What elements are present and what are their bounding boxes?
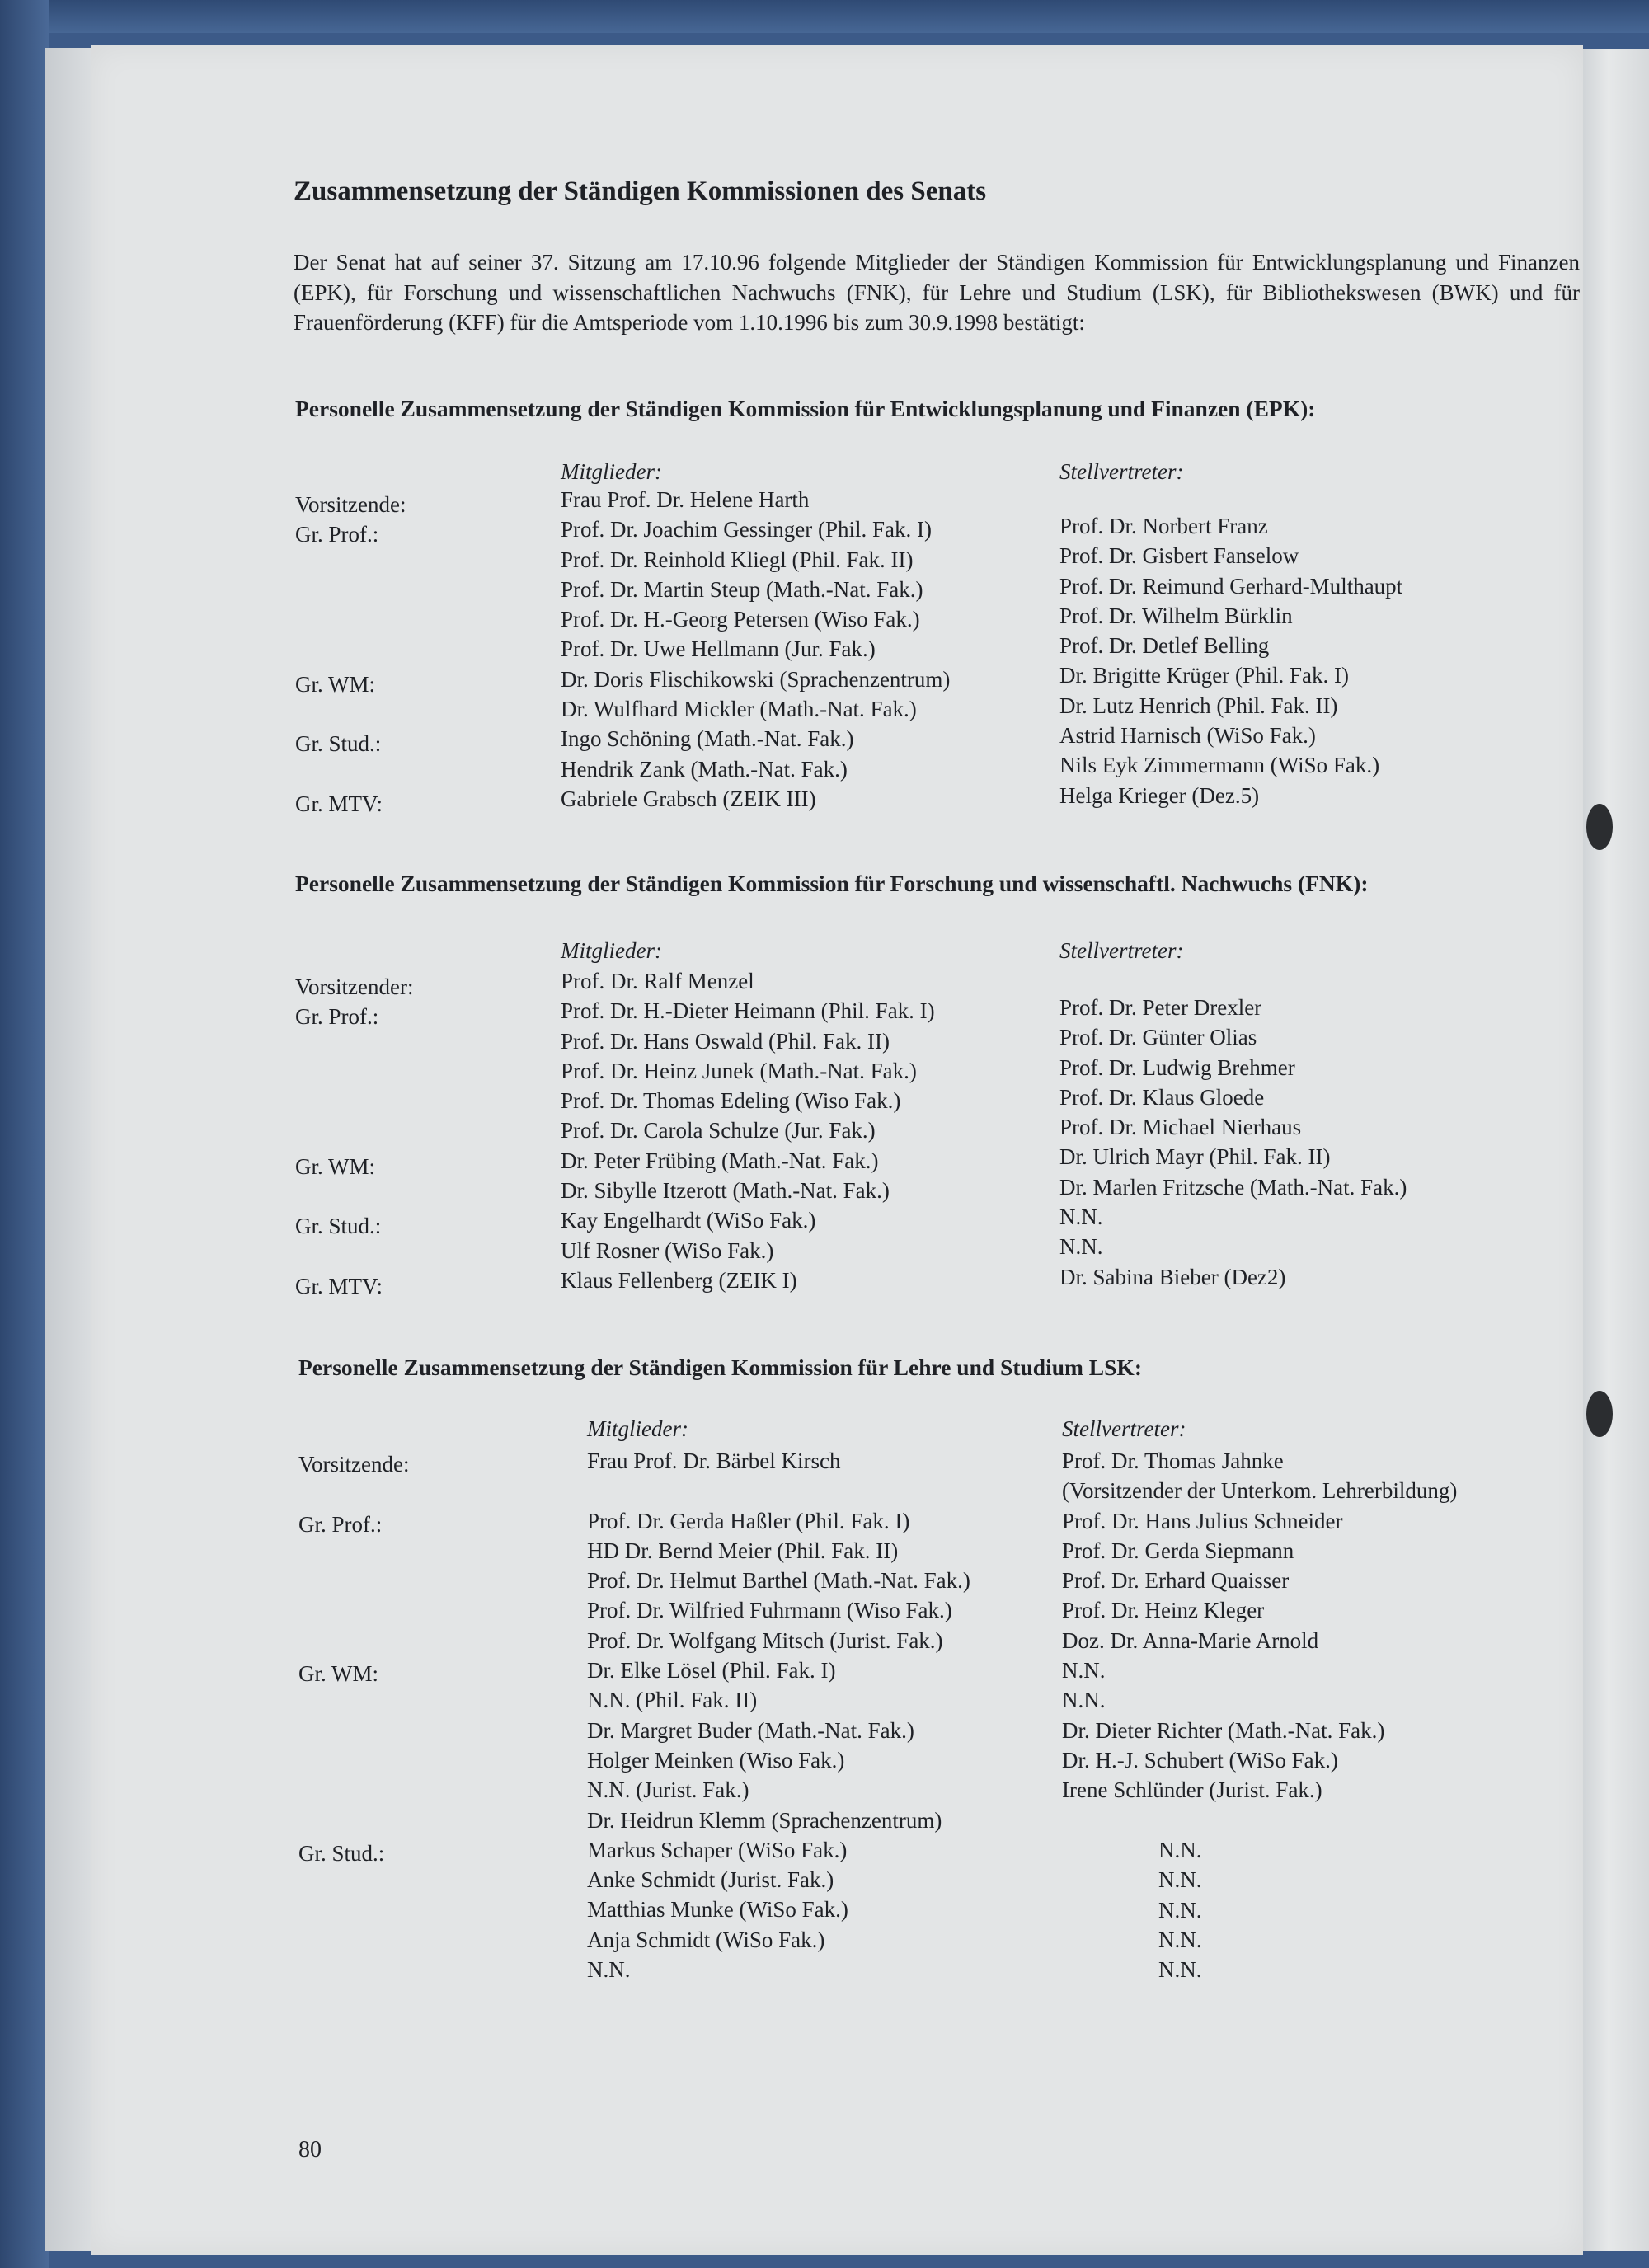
list-item: Prof. Dr. Ralf Menzel [561,969,754,993]
list-item: Prof. Dr. Wilfried Fuhrmann (Wiso Fak.) [587,1598,952,1623]
list-item: Kay Engelhardt (WiSo Fak.) [561,1208,816,1233]
members-column [561,485,950,814]
list-item: N.N. [1059,1234,1103,1260]
list-item [298,1539,409,1569]
list-item: N.N. (Jurist. Fak.) [587,1777,749,1803]
punch-hole [1586,804,1613,850]
deputies-header: Stellvertreter: [1062,1416,1186,1441]
list-item [298,1958,409,1988]
list-item [298,1749,409,1778]
list-item: Prof. Dr. Heinz Junek (Math.-Nat. Fak.) [561,1058,917,1083]
list-item [295,1121,413,1151]
list-item: Vorsitzender: [295,974,414,999]
list-item: Gr. Prof.: [295,1004,379,1030]
list-item: Gr. WM: [295,1153,376,1179]
list-item: Frau Prof. Dr. Helene Harth [561,487,810,512]
list-item: Prof. Dr. Thomas Edeling (Wiso Fak.) [561,1088,901,1114]
list-item: Gr. Prof.: [298,1511,383,1537]
list-item: Doz. Dr. Anna-Marie Arnold [1062,1627,1319,1653]
list-item: Prof. Dr. Hans Julius Schneider [1062,1508,1343,1533]
list-item: Prof. Dr. Peter Drexler [1059,995,1262,1020]
list-item [298,1719,409,1749]
list-item [298,1629,409,1659]
section-title-epk: Personelle Zusammensetzung der Ständigen Kommission für Entwicklungsplanung und Finanzen (EPK): [295,396,1316,421]
list-item [295,759,406,789]
list-item: Dr. Sabina Bieber (Dez2) [1059,1264,1286,1289]
list-item: Gr. WM: [295,671,376,697]
list-item: Gr. MTV: [295,1273,383,1298]
list-item [295,1242,413,1271]
list-item [298,1479,409,1509]
list-item: Vorsitzende: [298,1452,410,1477]
list-item: Markus Schaper (WiSo Fak.) [587,1837,848,1862]
section-title-fnk: Personelle Zusammensetzung der Ständigen Kommission für Forschung und wissenschaftl. Nachwuchs (FNK): [295,871,1369,896]
deputies-header: Stellvertreter: [1059,459,1184,484]
book-binding-left [0,0,49,2268]
deputies-column [1062,1446,1457,1805]
list-item: Prof. Dr. Günter Olias [1059,1025,1257,1050]
list-item: Dr. Margret Buder (Math.-Nat. Fak.) [587,1717,914,1743]
list-item: N.N. [1062,1688,1106,1713]
list-item: N.N. [1158,1897,1202,1923]
book-binding-top [0,0,1649,33]
list-item: Hendrik Zank (Math.-Nat. Fak.) [561,756,848,782]
list-item [298,1569,409,1599]
list-item [298,1688,409,1718]
page-number: 80 [298,2137,322,2162]
list-item: Prof. Dr. Wilhelm Bürklin [1059,603,1293,628]
list-item: Prof. Dr. Michael Nierhaus [1059,1115,1302,1140]
list-item: Prof. Dr. Hans Oswald (Phil. Fak. II) [561,1028,890,1054]
student-deputies-column [1158,1835,1202,1984]
list-item [295,1181,413,1211]
list-item: Prof. Dr. Gisbert Fanselow [1059,543,1299,569]
list-item: Dr. Wulfhard Mickler (Math.-Nat. Fak.) [561,697,917,722]
list-item: Prof. Dr. Carola Schulze (Jur. Fak.) [561,1118,876,1143]
list-item: Nils Eyk Zimmermann (WiSo Fak.) [1059,753,1380,778]
list-item: Prof. Dr. Detlef Belling [1059,633,1270,659]
list-item: Gr. MTV: [295,791,383,816]
list-item [298,1599,409,1628]
list-item [295,1062,413,1092]
members-column [561,966,935,1295]
list-item: Prof. Dr. H.-Dieter Heimann (Phil. Fak. I) [561,998,935,1024]
list-item: Frau Prof. Dr. Bärbel Kirsch [587,1449,841,1473]
group-column [295,490,406,819]
list-item: N.N. (Phil. Fak. II) [587,1688,758,1713]
list-item: Prof. Dr. Norbert Franz [1059,514,1268,538]
list-item: Anke Schmidt (Jurist. Fak.) [587,1867,834,1893]
list-item: Dr. Ulrich Mayr (Phil. Fak. II) [1059,1144,1331,1170]
list-item [295,1092,413,1121]
group-column [295,972,413,1301]
list-item [295,699,406,729]
list-item: Gr. Stud.: [298,1840,385,1866]
list-item [295,550,406,580]
intro-paragraph: Der Senat hat auf seiner 37. Sitzung am 17.10.96 folgende Mitglieder der Ständigen Kommission für Entwicklungsplanung und Finanzen (EPK), für Forschung und wissenschaftlichen Nachwuchs (FNK), für Lehre und Studium (LSK), für Bibliothekswesen (BWK) und für Frauenförderung (KFF) für die Amtsperiode vom 1.10.1996 bis zum 30.9.1998 bestätigt: [294,250,1580,335]
list-item: HD Dr. Bernd Meier (Phil. Fak. II) [587,1538,899,1563]
facing-page-edge [1581,49,1649,2251]
list-item: N.N. [1158,1957,1202,1983]
list-item: Prof. Dr. Reinhold Kliegl (Phil. Fak. II) [561,547,914,572]
list-item: Matthias Munke (WiSo Fak.) [587,1897,848,1923]
page-title: Zusammensetzung der Ständigen Kommissionen des Senats [294,176,987,206]
list-item [298,1778,409,1808]
list-item: Gabriele Grabsch (ZEIK III) [561,786,816,811]
list-item: Gr. Stud.: [295,731,382,757]
list-item: Prof. Dr. Ludwig Brehmer [1059,1054,1295,1080]
list-item: Dr. Elke Lösel (Phil. Fak. I) [587,1658,836,1683]
punch-hole [1586,1391,1613,1437]
list-item: Prof. Dr. Joachim Gessinger (Phil. Fak. I) [561,517,932,542]
list-item: Dr. Brigitte Krüger (Phil. Fak. I) [1059,663,1349,688]
list-item: N.N. [587,1957,631,1983]
list-item: Dr. Doris Flischikowski (Sprachenzentrum) [561,666,951,692]
list-item: Ingo Schöning (Math.-Nat. Fak.) [561,726,854,752]
list-item: Prof. Dr. Uwe Hellmann (Jur. Fak.) [561,636,876,662]
members-header: Mitglieder: [561,459,662,484]
members-column [587,1446,970,1984]
deputies-column [1059,993,1407,1292]
list-item [298,1928,409,1958]
list-item: Prof. Dr. Heinz Kleger [1062,1598,1265,1623]
list-item: (Vorsitzender der Unterkom. Lehrerbildung) [1062,1478,1458,1504]
list-item [295,639,406,669]
list-item: Prof. Dr. H.-Georg Petersen (Wiso Fak.) [561,607,920,632]
list-item: Dr. Dieter Richter (Math.-Nat. Fak.) [1062,1717,1385,1743]
list-item: Helga Krieger (Dez.5) [1059,782,1260,808]
list-item [295,1032,413,1062]
list-item: Prof. Dr. Reimund Gerhard-Multhaupt [1059,573,1403,599]
deputies-column [1059,511,1402,810]
list-item: N.N. [1062,1658,1106,1683]
list-item: Prof. Dr. Gerda Siepmann [1062,1538,1294,1563]
list-item: Dr. Peter Frübing (Math.-Nat. Fak.) [561,1148,879,1173]
deputies-header: Stellvertreter: [1059,938,1184,963]
list-item: Dr. Sibylle Itzerott (Math.-Nat. Fak.) [561,1178,890,1204]
section-title-lsk: Personelle Zusammensetzung der Ständigen Kommission für Lehre und Studium LSK: [298,1355,1142,1380]
list-item [298,1809,409,1838]
members-header: Mitglieder: [561,938,662,963]
list-item: Gr. Stud.: [295,1214,382,1239]
list-item: Dr. H.-J. Schubert (WiSo Fak.) [1062,1747,1338,1773]
group-column [298,1449,409,1988]
list-item: Dr. Lutz Henrich (Phil. Fak. II) [1059,693,1338,718]
list-item: Klaus Fellenberg (ZEIK I) [561,1267,797,1293]
list-item: Prof. Dr. Erhard Quaisser [1062,1568,1290,1594]
members-header: Mitglieder: [587,1416,688,1441]
list-item: Gr. WM: [298,1661,379,1687]
list-item: Prof. Dr. Wolfgang Mitsch (Jurist. Fak.) [587,1627,943,1653]
list-item: Astrid Harnisch (WiSo Fak.) [1059,723,1316,749]
list-item: Vorsitzende: [295,492,406,517]
list-item [587,1476,970,1505]
list-item: Prof. Dr. Thomas Jahnke [1062,1449,1284,1473]
list-item: Dr. Heidrun Klemm (Sprachenzentrum) [587,1807,942,1833]
list-item [298,1868,409,1898]
list-item: Holger Meinken (Wiso Fak.) [587,1747,845,1773]
list-item: Prof. Dr. Klaus Gloede [1059,1084,1265,1110]
list-item: Prof. Dr. Martin Steup (Math.-Nat. Fak.) [561,576,923,602]
list-item: Prof. Dr. Gerda Haßler (Phil. Fak. I) [587,1508,910,1533]
list-item [295,580,406,609]
list-item: Gr. Prof.: [295,522,379,547]
list-item: N.N. [1158,1838,1202,1862]
list-item: N.N. [1158,1867,1202,1893]
list-item: Ulf Rosner (WiSo Fak.) [561,1237,774,1263]
list-item: N.N. [1158,1927,1202,1952]
list-item [295,609,406,639]
list-item: N.N. [1059,1204,1103,1230]
list-item: Dr. Marlen Fritzsche (Math.-Nat. Fak.) [1059,1174,1407,1200]
list-item: Irene Schlünder (Jurist. Fak.) [1062,1777,1322,1803]
list-item: Prof. Dr. Helmut Barthel (Math.-Nat. Fak.) [587,1568,970,1594]
list-item [298,1898,409,1928]
list-item: Anja Schmidt (WiSo Fak.) [587,1927,825,1952]
